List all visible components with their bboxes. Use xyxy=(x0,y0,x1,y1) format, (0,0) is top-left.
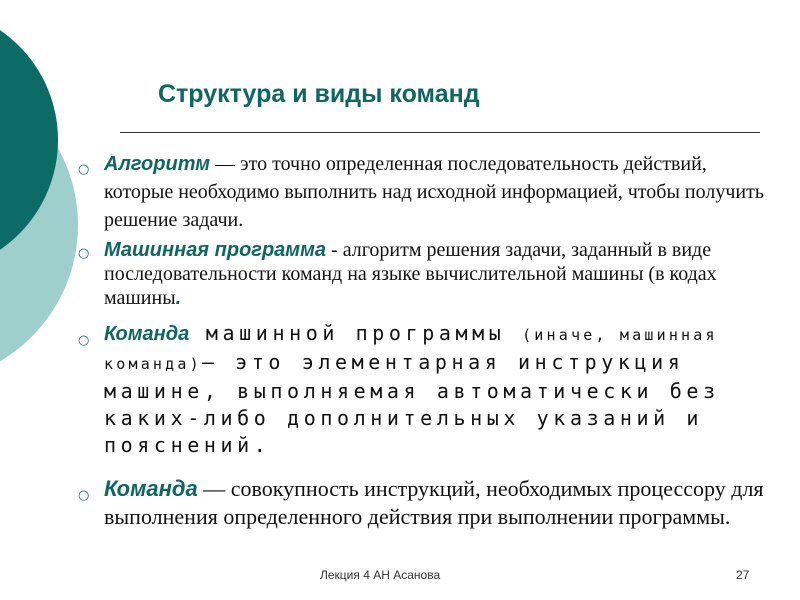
term-command-2: Команда xyxy=(104,476,198,501)
bullet-circle-icon: ○ xyxy=(78,246,90,261)
bullet-circle-icon: ○ xyxy=(78,488,90,503)
bullet-list xyxy=(78,150,778,531)
term-machine-program: Машинная программа xyxy=(104,239,327,261)
definition-command-part1: машинной программы xyxy=(189,321,523,345)
title-divider xyxy=(120,132,760,133)
page-number: 27 xyxy=(736,568,750,582)
definition-trailing-dot: . xyxy=(175,287,182,309)
footer-caption: Лекция 4 АН Асанова xyxy=(320,568,441,582)
term-algorithm: Алгоритм xyxy=(104,153,211,175)
bullet-command-machine xyxy=(78,320,778,459)
bullet-machine-program xyxy=(78,238,778,310)
term-command: Команда xyxy=(104,323,190,345)
definition-command-part2: — это элементарная инструкция машине, выполняемая автоматически без каких-либо дополнительных указаний и пояснений. xyxy=(104,350,720,457)
bullet-algorithm xyxy=(78,150,778,234)
bullet-command-set xyxy=(78,475,778,531)
definition-machine-program: - алгоритм решения задачи, заданный в виде последовательности команд на языке вычислительной машины (в кодах машины xyxy=(104,239,717,309)
bullet-circle-icon: ○ xyxy=(78,333,94,348)
slide-title: Структура и виды команд xyxy=(158,80,480,108)
definition-algorithm: — это точно определенная последовательность действий, которые необходимо выполнить над исходной информацией, чтобы получить решение задачи. xyxy=(104,153,764,231)
bullet-circle-icon: ○ xyxy=(78,162,90,177)
definition-command-parenthetical: (иначе, машинная команда) xyxy=(104,326,718,373)
definition-command-set: — совокупность инструкций, необходимых процессору для выполнения определенного действия при выполнении программы. xyxy=(104,476,764,529)
